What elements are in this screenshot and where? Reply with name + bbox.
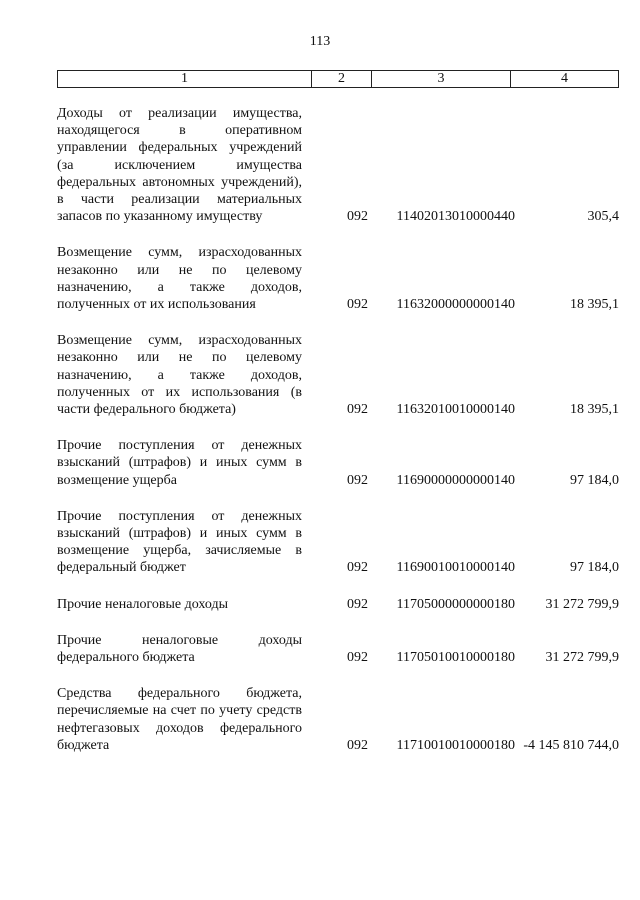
row-kbk-code: 11632010010000140 — [396, 402, 515, 418]
row-name: Прочие поступления от денежных взысканий (штрафов) и иных сумм в возмещение ущерба — [57, 438, 302, 488]
column-header-4: 4 — [561, 71, 568, 86]
row-admin-code: 092 — [347, 297, 368, 313]
row-admin-code: 092 — [347, 472, 368, 488]
table-row — [57, 508, 619, 577]
row-amount: 305,4 — [587, 209, 619, 225]
row-name: Средства федерального бюджета, перечисляемые на счет по учету средств нефтегазовых доходов федерального бюджета — [57, 686, 302, 753]
row-kbk-code: 11705010010000180 — [396, 650, 515, 666]
row-amount: -4 145 810 744,0 — [523, 737, 619, 753]
row-admin-code: 092 — [347, 402, 368, 418]
row-admin-code: 092 — [347, 560, 368, 576]
row-name: Прочие неналоговые доходы федерального бюджета — [57, 632, 302, 666]
table-row — [57, 685, 619, 754]
row-name: Прочие поступления от денежных взысканий (штрафов) и иных сумм в возмещение ущерба, зачисляемые в федеральный бюджет — [57, 508, 302, 576]
row-amount: 31 272 799,9 — [545, 596, 619, 612]
table-body — [57, 105, 619, 754]
column-header-1: 1 — [58, 71, 312, 87]
table-row — [57, 332, 619, 418]
row-kbk-code: 11632000000000140 — [396, 297, 515, 313]
row-amount: 18 395,1 — [570, 402, 619, 418]
row-name: Возмещение сумм, израсходованных незаконно или не по целевому назначению, а также доходов, полученных от их использования — [57, 245, 302, 313]
table-row — [57, 632, 619, 666]
row-kbk-code: 11690000000000140 — [396, 472, 515, 488]
row-name: Доходы от реализации имущества, находящегося в оперативном управлении федеральных учреждений (за исключением имущества федеральных автономных учреждений), в части реализации материальных запасов по указанному имуществу — [57, 106, 302, 225]
row-kbk-code: 11690010010000140 — [396, 560, 515, 576]
row-kbk-code: 11710010010000180 — [396, 737, 515, 753]
row-admin-code: 092 — [347, 596, 368, 612]
table-row — [57, 244, 619, 313]
table-row — [57, 596, 619, 613]
column-header-3: 3 — [372, 71, 511, 87]
row-name: Возмещение сумм, израсходованных незаконно или не по целевому назначению, а также доходов, полученных от их использования (в части федерального бюджета) — [57, 333, 302, 418]
row-amount: 97 184,0 — [570, 560, 619, 576]
row-kbk-code: 11402013010000440 — [396, 209, 515, 225]
row-amount: 18 395,1 — [570, 297, 619, 313]
column-header-2: 2 — [312, 71, 372, 87]
page-number: 113 — [309, 34, 331, 49]
row-kbk-code: 11705000000000180 — [396, 596, 515, 612]
table-header-row — [57, 70, 619, 88]
row-amount: 31 272 799,9 — [545, 650, 619, 666]
row-admin-code: 092 — [347, 737, 368, 753]
table-row — [57, 437, 619, 489]
row-admin-code: 092 — [347, 650, 368, 666]
row-admin-code: 092 — [347, 209, 368, 225]
row-amount: 97 184,0 — [570, 472, 619, 488]
row-name: Прочие неналоговые доходы — [57, 596, 229, 612]
table-row — [57, 105, 619, 225]
